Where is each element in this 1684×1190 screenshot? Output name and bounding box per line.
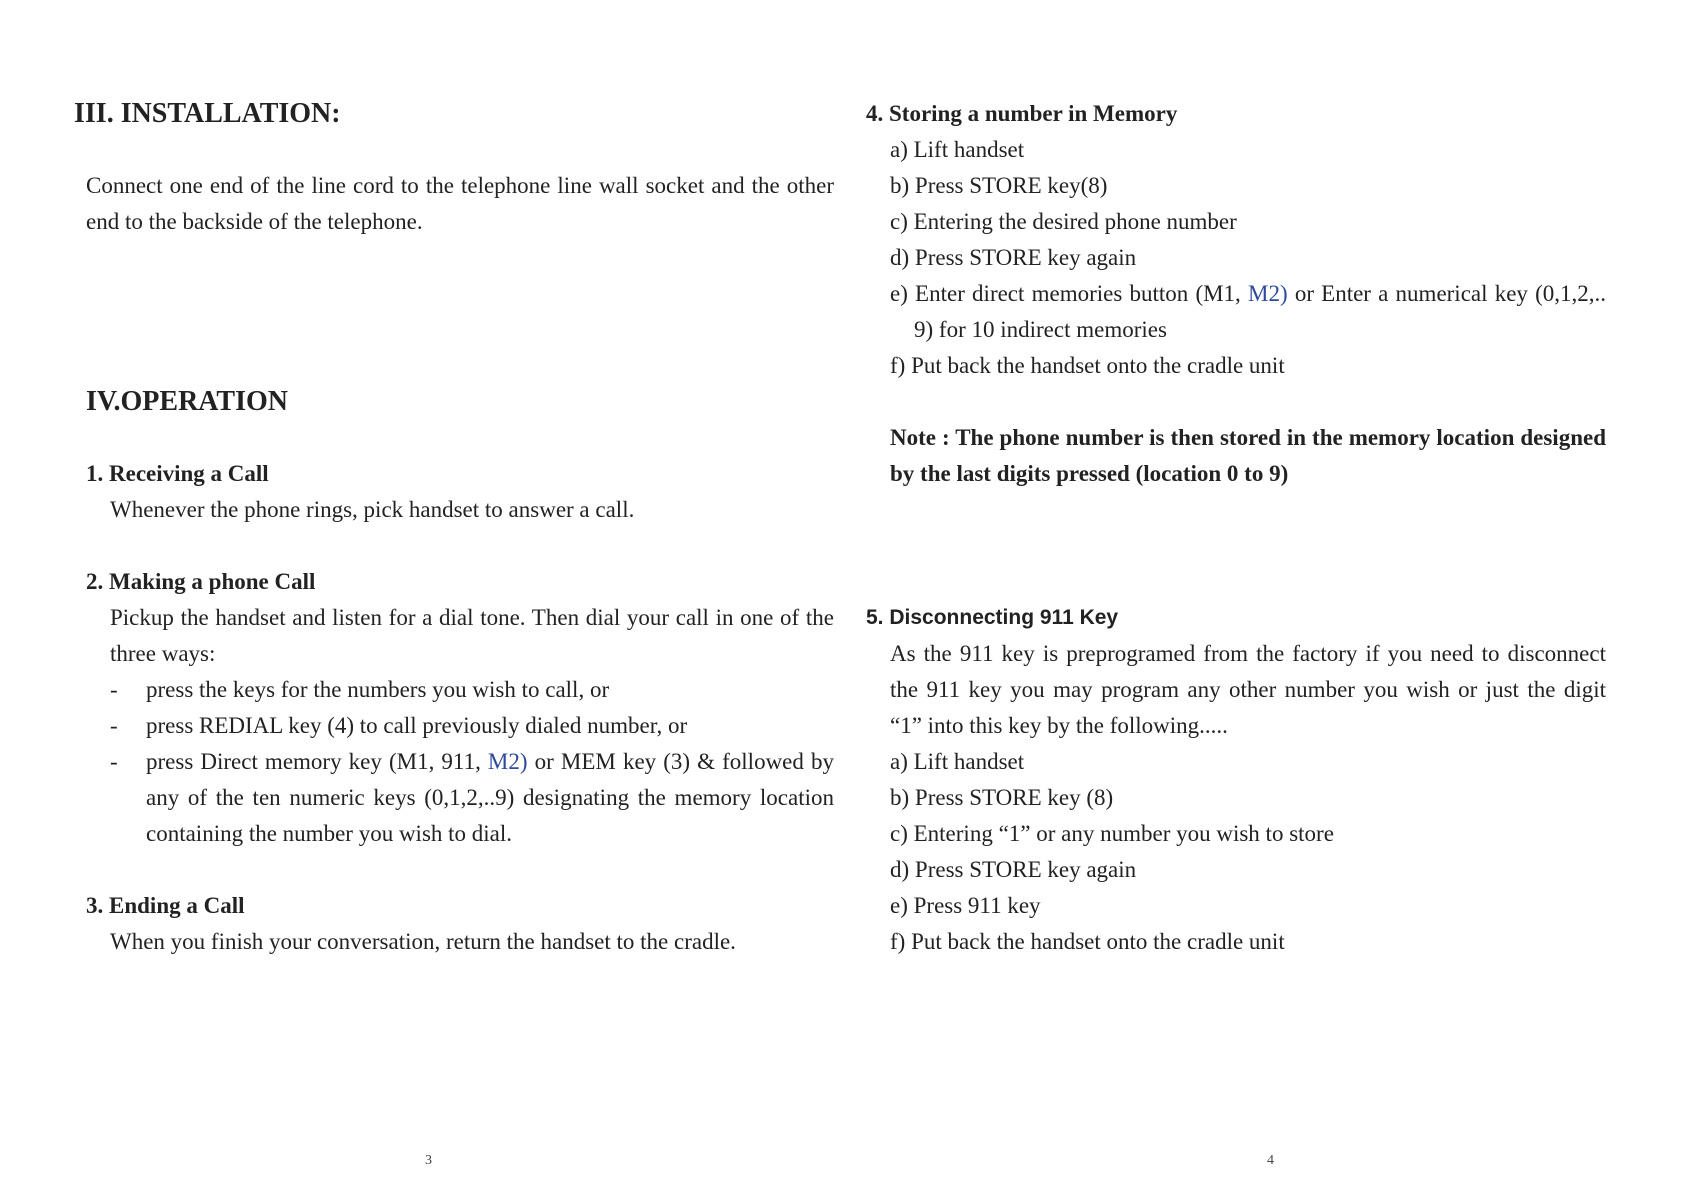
operation-title: IV.OPERATION: [86, 386, 289, 417]
left-page-column: [74, 96, 834, 960]
bullet-dash: -: [110, 749, 118, 774]
storing-step: c) Entering the desired phone number: [890, 209, 1237, 234]
making-text: Pickup the handset and listen for a dial tone. Then dial your call in one of the three ways:: [110, 605, 834, 666]
page-number-left: 3: [425, 1153, 432, 1168]
making-bullet: [86, 672, 834, 708]
disconnecting-step: d) Press STORE key again: [890, 857, 1137, 882]
receiving-heading: 1. Receiving a Call: [86, 461, 269, 486]
bullet-dash: -: [110, 677, 118, 702]
bullet-text: press REDIAL key (4) to call previously dialed number, or: [146, 713, 688, 738]
installation-text: Connect one end of the line cord to the telephone line wall socket and the other end to the backside of the telephone.: [86, 173, 834, 234]
disconnecting-step: b) Press STORE key (8): [890, 785, 1114, 810]
bullet-text: [146, 744, 834, 852]
bullet-text-part: or MEM key (3) & followed by any of the ten numeric keys (0,1,2,..9) designating the memory location containing the number you wish to dial.: [146, 749, 834, 846]
storing-step: b) Press STORE key(8): [890, 173, 1108, 198]
disconnecting-text: As the 911 key is preprogramed from the factory if you need to disconnect the 911 key you may program any other number you wish or just the digit “1” into this key by the following.....: [890, 641, 1606, 738]
ending-text: When you finish your conversation, return the handset to the cradle.: [110, 929, 736, 954]
disconnecting-step: c) Entering “1” or any number you wish to store: [890, 821, 1334, 846]
step-blue-text: M2): [1248, 281, 1288, 306]
storing-step: [866, 276, 1606, 348]
making-bullet: [86, 744, 834, 852]
storing-step: d) Press STORE key again: [890, 245, 1137, 270]
receiving-text: Whenever the phone rings, pick handset to answer a call.: [110, 497, 635, 522]
storing-heading: 4. Storing a number in Memory: [866, 101, 1178, 126]
right-page-column: [866, 96, 1606, 960]
installation-title: III. INSTALLATION:: [74, 98, 341, 129]
page-number-right: 4: [1267, 1153, 1274, 1168]
storing-note: Note : The phone number is then stored in the memory location designed by the last digits pressed (location 0 to 9): [890, 425, 1606, 486]
bullet-text-part: press Direct memory key (M1, 911,: [146, 749, 488, 774]
ending-heading: 3. Ending a Call: [86, 893, 245, 918]
bullet-dash: -: [110, 713, 118, 738]
storing-step: a) Lift handset: [890, 137, 1025, 162]
disconnecting-step: a) Lift handset: [890, 749, 1025, 774]
step-text-part: e) Enter direct memories button (M1,: [890, 281, 1248, 306]
step-text-part: or Enter a numerical key (0,1,2,.. 9) for 10 indirect memories: [914, 281, 1606, 342]
disconnecting-step: f) Put back the handset onto the cradle unit: [890, 929, 1285, 954]
making-bullet: [86, 708, 834, 744]
bullet-blue-text: M2): [487, 749, 528, 774]
disconnecting-step: e) Press 911 key: [890, 893, 1041, 918]
bullet-text: press the keys for the numbers you wish to call, or: [146, 677, 610, 702]
disconnecting-heading: 5. Disconnecting 911 Key: [866, 606, 1119, 629]
storing-step: f) Put back the handset onto the cradle unit: [890, 353, 1285, 378]
making-heading: 2. Making a phone Call: [86, 569, 316, 594]
